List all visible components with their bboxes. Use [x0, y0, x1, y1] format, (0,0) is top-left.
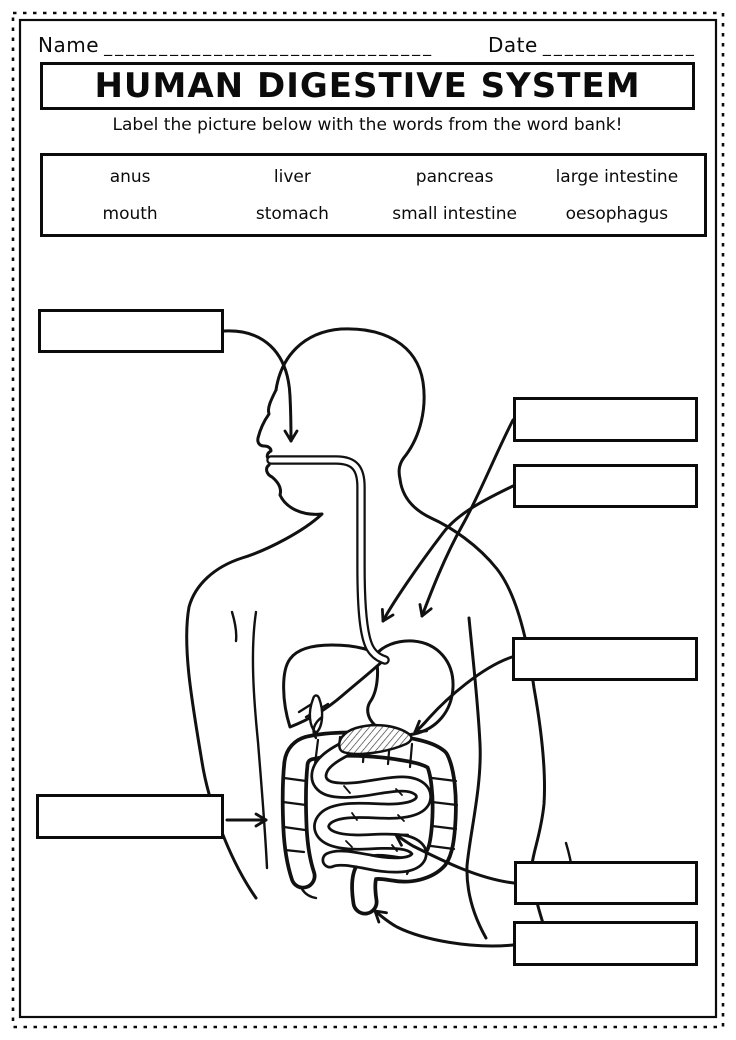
answer-box-small-intestine[interactable]	[514, 861, 698, 905]
date-label: Date	[488, 33, 538, 57]
word-bank-word-anus: anus	[109, 166, 151, 187]
large-intestine-drawing	[283, 737, 457, 902]
liver-drawing	[284, 645, 385, 738]
page-title: HUMAN DIGESTIVE SYSTEM	[94, 66, 641, 106]
pancreas-drawing	[339, 725, 411, 754]
stomach-drawing	[368, 641, 453, 735]
word-bank-word-oesophagus: oesophagus	[565, 203, 669, 224]
instruction-text: Label the picture below with the words from the word bank!	[112, 115, 623, 135]
arrow-to-anus	[375, 911, 513, 946]
word-bank-word-pancreas: pancreas	[415, 166, 494, 187]
arrow-to-stomach	[422, 420, 513, 616]
name-label: Name	[38, 33, 100, 57]
word-bank-word-large-intestine: large intestine	[555, 166, 679, 187]
answer-box-stomach[interactable]	[513, 397, 698, 442]
header-row	[38, 33, 698, 59]
answer-box-large-intestine[interactable]	[36, 794, 224, 839]
oesophagus-drawing	[271, 460, 385, 660]
word-bank-word-stomach: stomach	[255, 203, 329, 224]
label-arrows	[224, 331, 514, 946]
colon-haustra-ticks	[283, 737, 457, 874]
date-blank-line[interactable]: ______________	[542, 37, 697, 56]
cecum-tail	[302, 889, 316, 898]
answer-box-pancreas[interactable]	[512, 637, 698, 681]
small-intestine-drawing	[319, 736, 424, 865]
arrow-to-oesophagus	[383, 486, 513, 621]
word-bank-word-mouth: mouth	[102, 203, 158, 224]
small-intestine-fold-ticks	[344, 786, 404, 851]
gallbladder-drawing	[310, 695, 322, 733]
word-bank-word-liver: liver	[273, 166, 311, 187]
name-group	[38, 33, 434, 57]
title-box	[40, 62, 695, 110]
date-group	[488, 33, 697, 57]
arrow-to-pancreas	[415, 657, 512, 732]
arrow-to-small-intestine	[396, 835, 514, 883]
right-armpit-line	[467, 618, 486, 938]
answer-box-oesophagus[interactable]	[513, 464, 698, 508]
word-bank	[40, 153, 707, 237]
word-bank-word-small-intestine: small intestine	[392, 203, 518, 224]
left-armpit-line	[253, 612, 267, 868]
answer-box-anus[interactable]	[513, 921, 698, 966]
name-blank-line[interactable]: ______________________________	[104, 37, 435, 56]
answer-box-mouth[interactable]	[38, 309, 224, 353]
arrow-to-mouth	[224, 331, 291, 441]
